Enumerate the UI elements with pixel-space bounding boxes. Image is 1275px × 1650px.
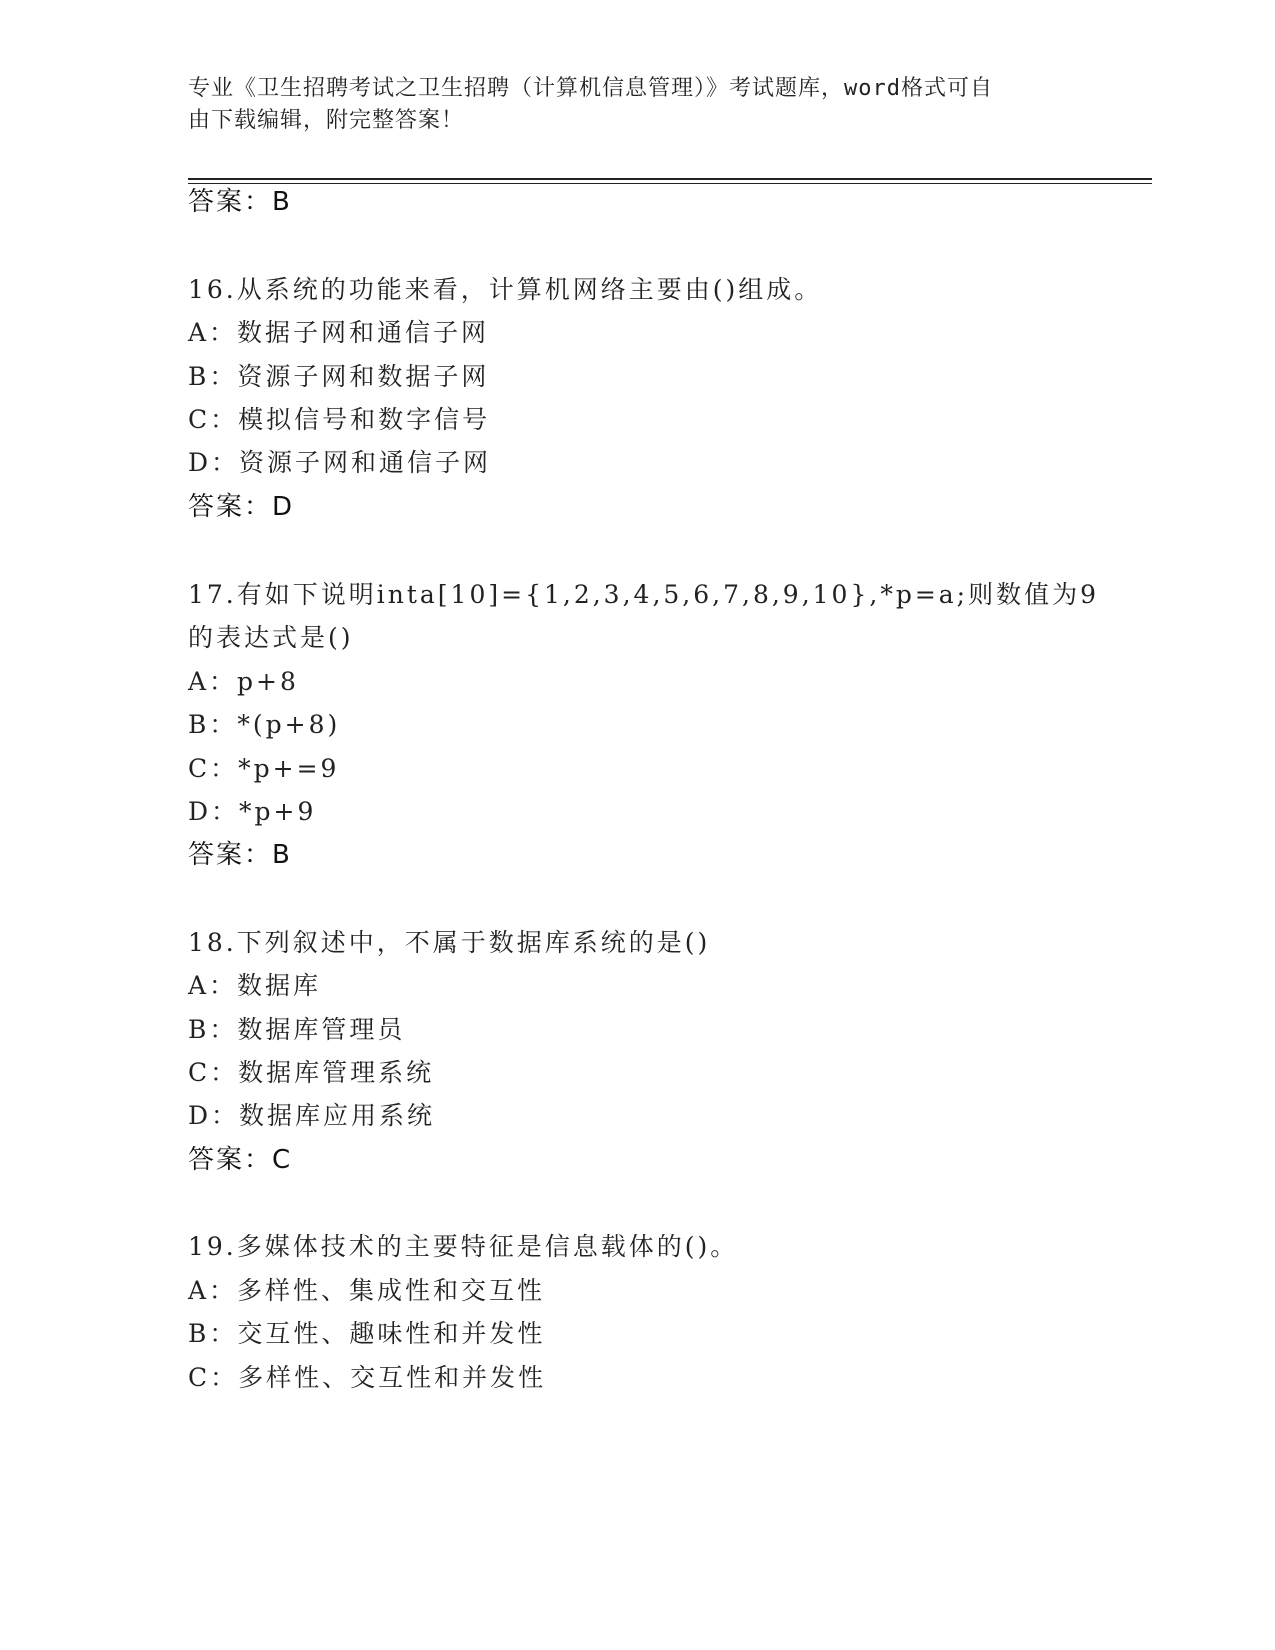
question-17-option-d: D：*p+9 <box>188 797 317 826</box>
question-18-option-a: A：数据库 <box>188 971 322 1000</box>
question-16-option-b: B：资源子网和数据子网 <box>188 362 490 391</box>
question-19-option-a: A：多样性、集成性和交互性 <box>188 1276 546 1305</box>
question-18-option-d: D：数据库应用系统 <box>188 1101 436 1130</box>
question-19-stem: 19.多媒体技术的主要特征是信息载体的()。 <box>188 1232 739 1261</box>
question-17-stem-line-1: 17.有如下说明inta[10]={1,2,3,4,5,6,7,8,9,10},*p=a;则数值为9 <box>188 580 1099 609</box>
question-16-option-d: D：资源子网和通信子网 <box>188 448 492 477</box>
question-17-stem-line-2: 的表达式是() <box>188 623 354 652</box>
question-18-answer: 答案：C <box>188 1145 293 1175</box>
question-18-stem: 18.下列叙述中，不属于数据库系统的是() <box>188 928 711 957</box>
question-16-option-c: C：模拟信号和数字信号 <box>188 405 491 434</box>
question-17-option-b: B：*(p+8) <box>188 710 341 739</box>
question-18-option-b: B：数据库管理员 <box>188 1015 406 1044</box>
question-17-option-a: A：p+8 <box>188 667 299 696</box>
question-17-option-c: C：*p+=9 <box>188 754 340 783</box>
question-19-option-c: C：多样性、交互性和并发性 <box>188 1363 547 1392</box>
header-line-2: 由下载编辑，附完整答案！ <box>188 108 465 133</box>
question-19-option-b: B：交互性、趣味性和并发性 <box>188 1319 546 1348</box>
question-18-option-c: C：数据库管理系统 <box>188 1058 435 1087</box>
question-16-answer: 答案：D <box>188 492 295 522</box>
question-17-answer: 答案：B <box>188 840 292 870</box>
header-line-1: 专业《卫生招聘考试之卫生招聘（计算机信息管理）》考试题库，word格式可自 <box>188 76 993 101</box>
question-16-option-a: A：数据子网和通信子网 <box>188 318 490 347</box>
header-divider <box>188 178 1152 184</box>
question-16-stem: 16.从系统的功能来看，计算机网络主要由()组成。 <box>188 275 823 304</box>
document-header <box>188 73 1088 137</box>
previous-answer: 答案：B <box>188 187 292 217</box>
